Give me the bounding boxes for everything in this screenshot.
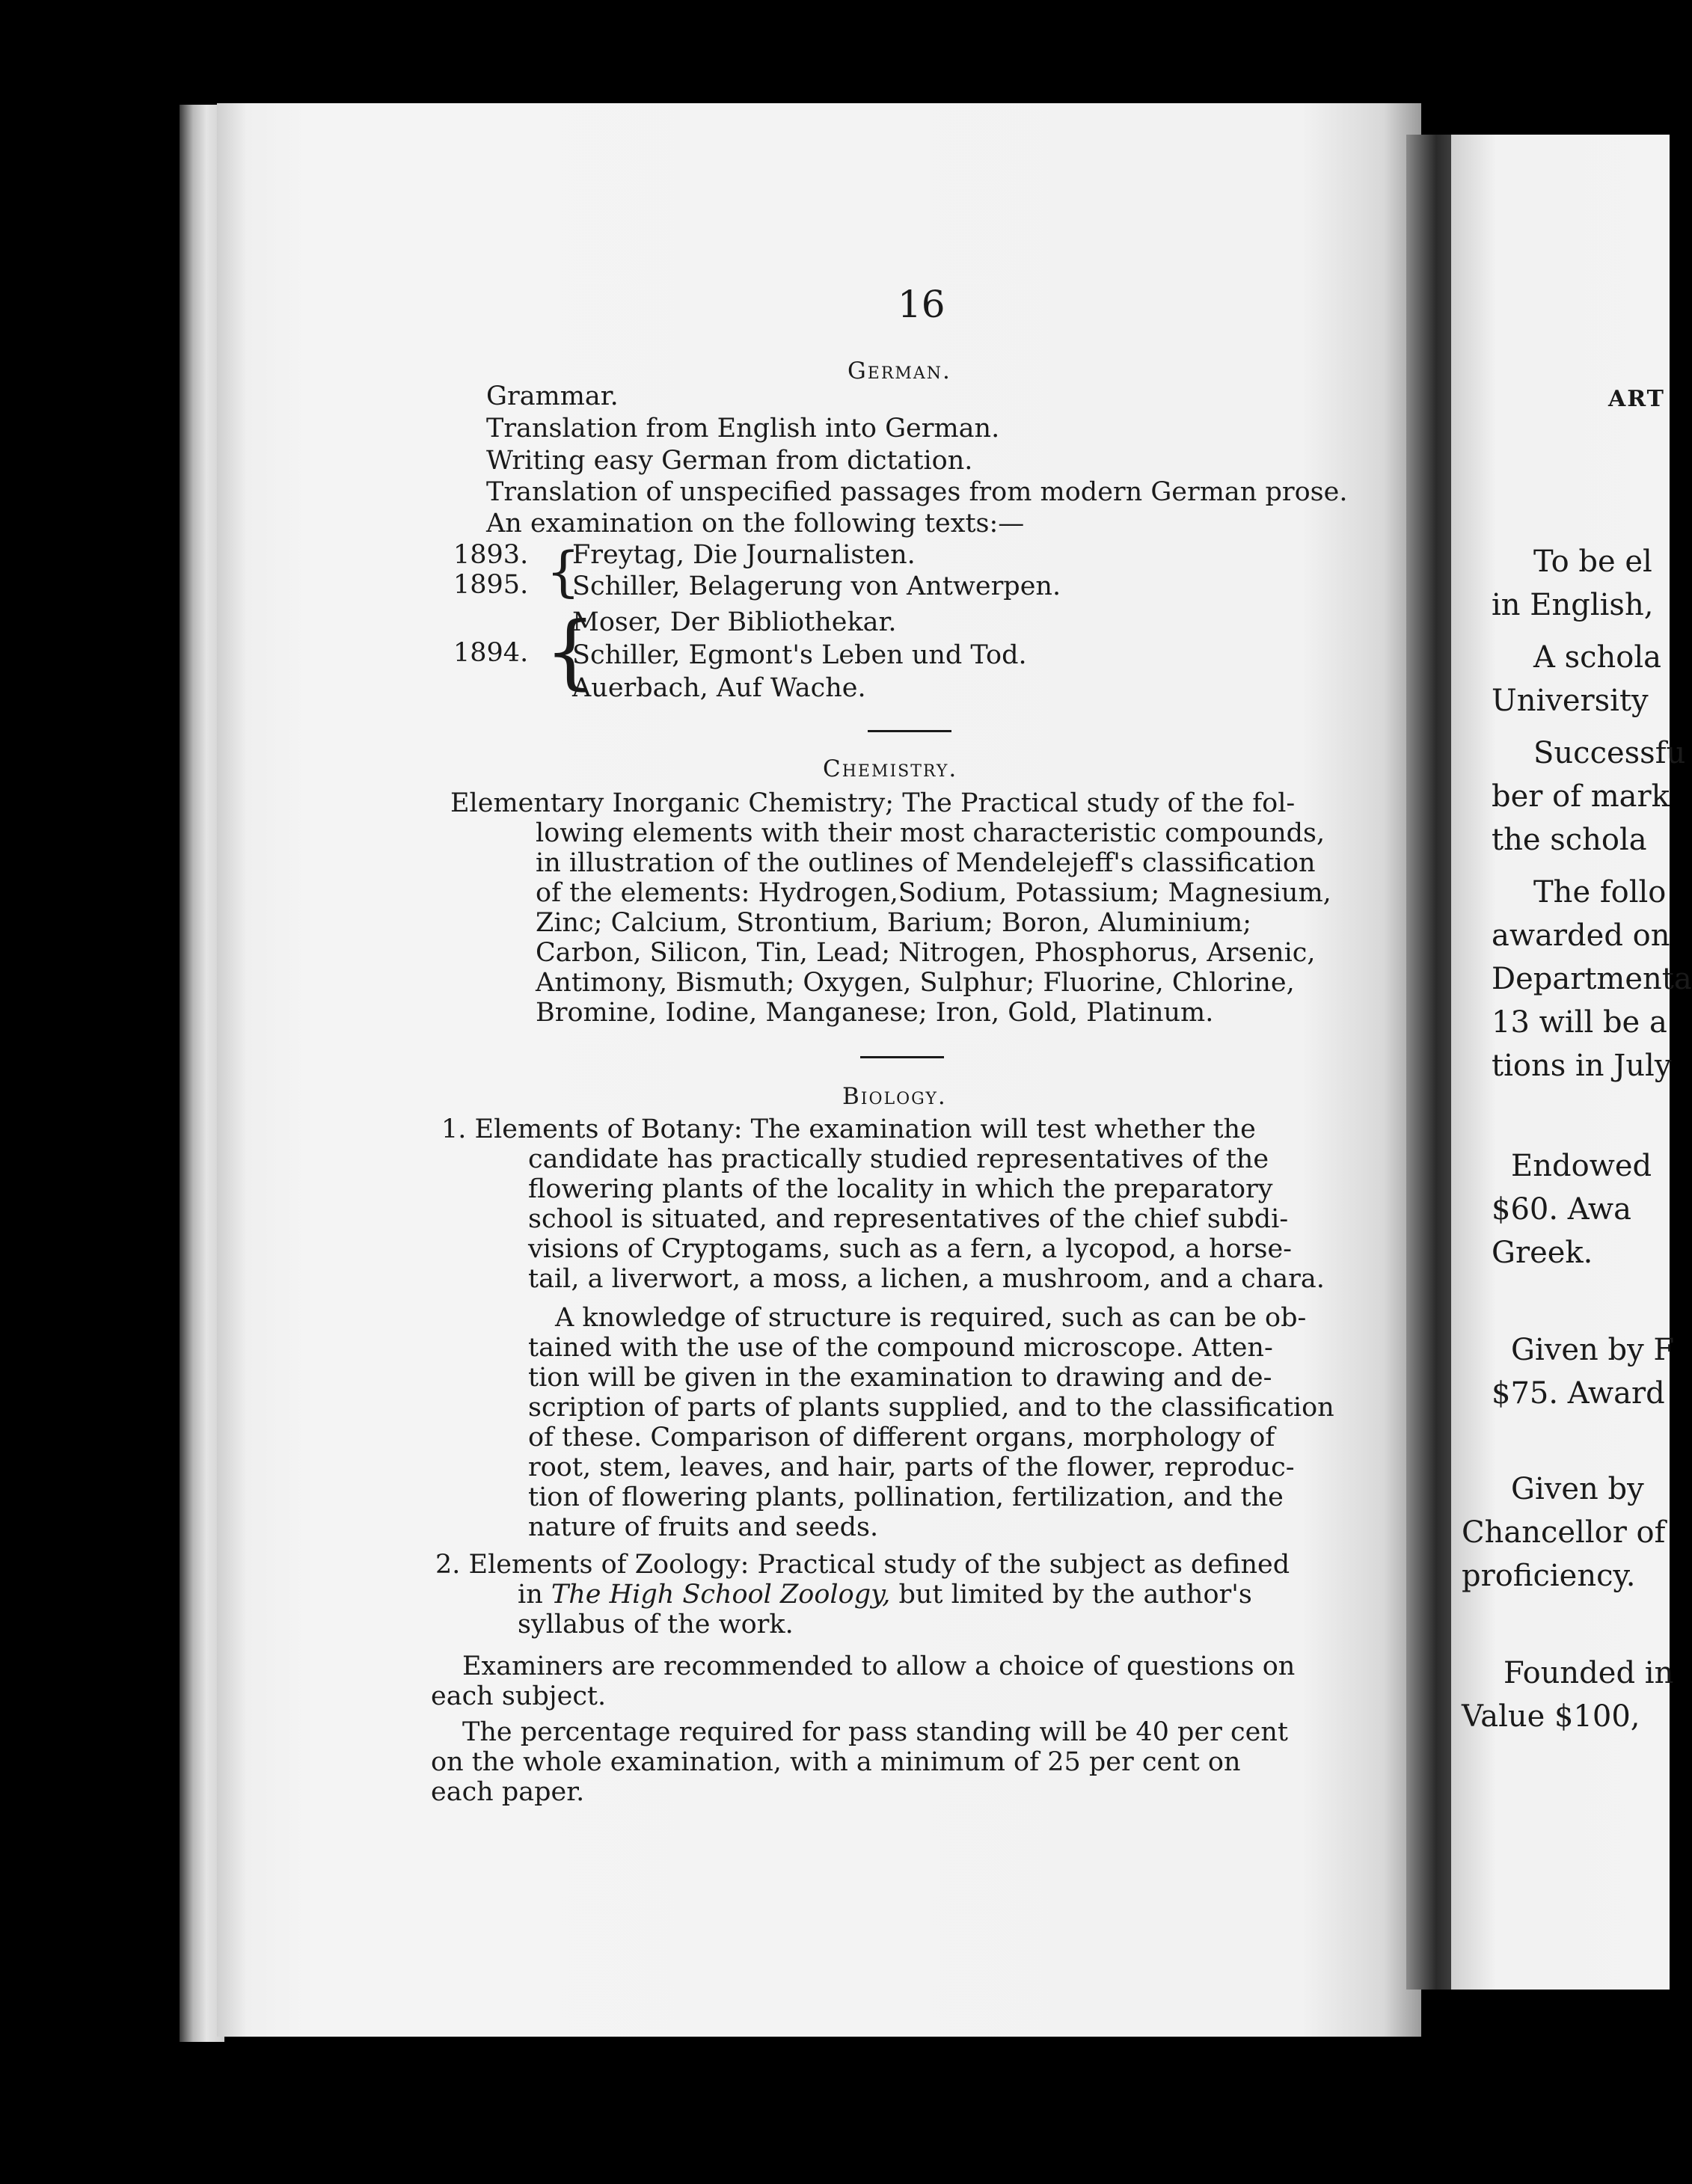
right-line: in English, [1492,588,1654,622]
right-line: Successfu [1533,736,1686,770]
biology-line: tion of flowering plants, pollination, fertilization, and the [528,1482,1284,1512]
chemistry-heading: Chemistry. [823,755,958,782]
right-line: the schola [1492,823,1647,857]
right-line: Founded in [1504,1656,1674,1690]
biology-line: candidate has practically studied representatives of the [528,1144,1269,1174]
section-divider [860,1056,944,1058]
biology-line: root, stem, leaves, and hair, parts of the flower, reproduc- [528,1453,1295,1482]
biology-line: tained with the use of the compound microscope. Atten- [528,1333,1273,1363]
biology-line: of these. Comparison of different organs, morphology of [528,1423,1275,1453]
chemistry-line: Bromine, Iodine, Manganese; Iron, Gold, Platinum. [536,998,1214,1028]
biology-line: flowering plants of the locality in which the preparatory [528,1174,1273,1204]
brace-mark: { [546,540,580,603]
right-line: 13 will be a [1492,1005,1667,1040]
closing-line: The percentage required for pass standing will be 40 per cent [462,1717,1288,1747]
section-divider [868,730,951,732]
right-line: University [1492,684,1649,718]
german-line: Translation from English into German. [486,414,1000,444]
chemistry-line: Carbon, Silicon, Tin, Lead; Nitrogen, Phosphorus, Arsenic, [536,938,1316,968]
right-heading: ART [1608,386,1666,412]
closing-line: each subject. [431,1681,607,1711]
closing-line: each paper. [431,1777,585,1807]
german-text-item: Auerbach, Auf Wache. [572,673,866,703]
right-line: Chancellor of [1462,1515,1666,1550]
german-heading: German. [847,358,951,384]
year-label: 1894. [453,638,529,668]
right-line: $75. Award [1492,1376,1665,1411]
right-line: Value $100, [1462,1699,1640,1734]
biology-line: 2. Elements of Zoology: Practical study of the subject as defined [435,1550,1290,1580]
german-line: Grammar. [486,381,619,411]
right-line: $60. Awa [1492,1192,1631,1227]
biology-line: scription of parts of plants supplied, and to the classification [528,1393,1334,1423]
year-label: 1893. [453,540,529,570]
biology-line: A knowledge of structure is required, such as can be ob- [555,1303,1307,1333]
right-line: To be el [1533,545,1652,579]
right-line: A schola [1533,640,1662,675]
right-line: ber of mark [1492,779,1670,814]
biology-line: in The High School Zoology, but limited by the author's [518,1580,1252,1610]
right-line: Endowed [1511,1149,1652,1183]
chemistry-line: of the elements: Hydrogen,Sodium, Potassium; Magnesium, [536,878,1331,908]
closing-line: Examiners are recommended to allow a choice of questions on [462,1651,1296,1681]
biology-line: nature of fruits and seeds. [528,1512,879,1542]
german-text-item: Schiller, Belagerung von Antwerpen. [572,571,1061,601]
chemistry-line: Elementary Inorganic Chemistry; The Practical study of the fol- [450,788,1296,818]
german-text-item: Schiller, Egmont's Leben und Tod. [572,640,1027,670]
biology-heading: Biology. [842,1083,947,1110]
right-line: Departmenta [1492,962,1692,996]
right-line: awarded on [1492,918,1670,953]
german-line: An examination on the following texts:— [486,509,1025,539]
right-page [1451,135,1692,1990]
year-label: 1895. [453,570,529,600]
brace-mark: { [545,605,596,699]
biology-line: tail, a liverwort, a moss, a lichen, a mushroom, and a chara. [528,1264,1325,1294]
page-number: 16 [898,283,945,326]
chemistry-line: Zinc; Calcium, Strontium, Barium; Boron, Aluminium; [536,908,1252,938]
biology-line: visions of Cryptogams, such as a fern, a lycopod, a horse- [528,1234,1292,1264]
right-line: proficiency. [1462,1559,1636,1593]
german-text-item: Freytag, Die Journalisten. [572,540,916,570]
biology-line: syllabus of the work. [518,1610,794,1639]
german-line: Writing easy German from dictation. [486,446,973,476]
chemistry-line: Antimony, Bismuth; Oxygen, Sulphur; Fluorine, Chlorine, [536,968,1295,998]
right-line: Given by F [1511,1333,1675,1367]
biology-line: tion will be given in the examination to drawing and de- [528,1363,1272,1393]
right-line: Greek. [1492,1236,1593,1270]
chemistry-line: lowing elements with their most characteristic compounds, [536,818,1325,848]
biology-line: 1. Elements of Botany: The examination will test whether the [441,1114,1256,1144]
closing-line: on the whole examination, with a minimum of 25 per cent on [431,1747,1241,1777]
german-line: Translation of unspecified passages from modern German prose. [486,477,1348,507]
german-text-item: Moser, Der Bibliothekar. [572,607,897,637]
right-line: tions in July [1492,1049,1672,1083]
book-title: The High School Zoology, [551,1580,891,1610]
biology-line: school is situated, and representatives of the chief subdi- [528,1204,1289,1234]
right-line: The follo [1533,875,1667,910]
right-line: Given by [1511,1472,1644,1506]
chemistry-line: in illustration of the outlines of Mendelejeff's classification [536,848,1316,878]
